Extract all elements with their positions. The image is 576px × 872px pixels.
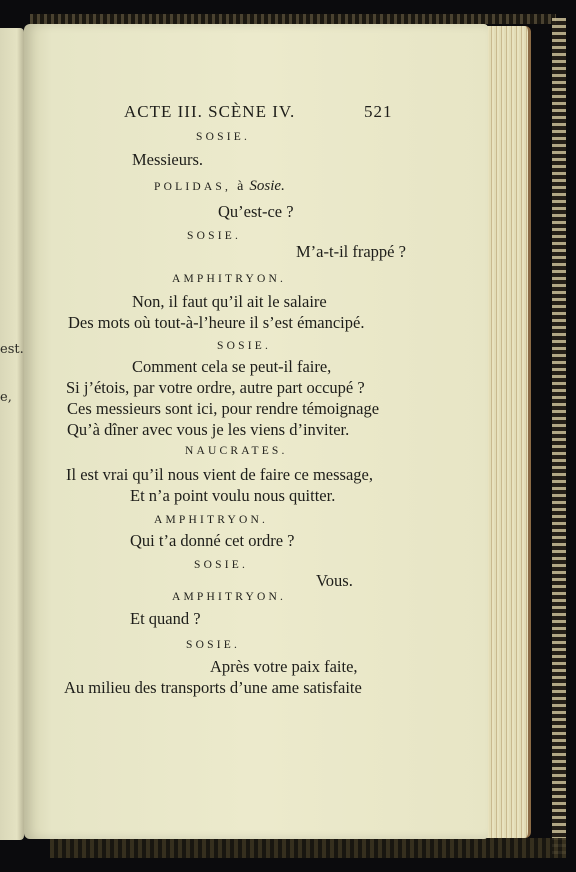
speaker-label: SOSIE. [186,639,241,651]
verse-line: Qu’est-ce ? [218,202,294,221]
speaker-label: NAUCRATES. [185,445,288,457]
verse-line: Qui t’a donné cet ordre ? [130,531,295,550]
speaker-label: SOSIE. [187,230,242,242]
speaker-label: SOSIE. [217,340,272,352]
page-number: 521 [364,102,393,121]
speaker-label: AMPHITRYON. [154,514,269,526]
verse-line: Ces messieurs sont ici, pour rendre témoignage [67,399,380,418]
book-page [24,24,488,839]
verse-line: Après votre paix faite, [210,657,358,676]
speaker-label: SOSIE. [196,131,251,143]
left-page-edge [0,28,24,840]
book-binding-bottom [50,838,566,858]
running-title: ACTE III. SCÈNE IV. [124,102,296,121]
verse-line: Qu’à dîner avec vous je les viens d’inviter. [67,420,350,439]
verse-line: Et n’a point voulu nous quitter. [130,486,336,505]
book-binding-top [30,14,556,24]
verse-line: Des mots où tout-à-l’heure il s’est émancipé. [68,313,365,332]
verse-line: M’a-t-il frappé ? [296,242,406,261]
verse-line: Il est vrai qu’il nous vient de faire ce message, [66,465,373,484]
verse-line: Si j’étois, par votre ordre, autre part occupé ? [66,378,365,397]
verse-line: Vous. [316,571,353,590]
speaker-label: SOSIE. [194,559,249,571]
book-binding-right [552,18,566,854]
verse-line: Et quand ? [130,609,201,628]
stage-direction: Sosie. [249,178,285,194]
speaker-label: AMPHITRYON. [172,273,287,285]
verse-line: Messieurs. [132,150,204,169]
page-block-edge [484,26,531,838]
speaker-label [154,178,285,195]
left-page-fragment: e, [0,390,12,405]
verse-line: Non, il faut qu’il ait le salaire [132,292,327,311]
verse-line: Comment cela se peut-il faire, [132,357,332,376]
left-page-fragment: est. [0,342,24,357]
stage-direction-prefix: à [237,179,244,194]
speaker-label: AMPHITRYON. [172,591,287,603]
verse-line: Au milieu des transports d’une ame satisfaite [64,678,362,697]
speaker-name: POLIDAS, [154,181,232,193]
